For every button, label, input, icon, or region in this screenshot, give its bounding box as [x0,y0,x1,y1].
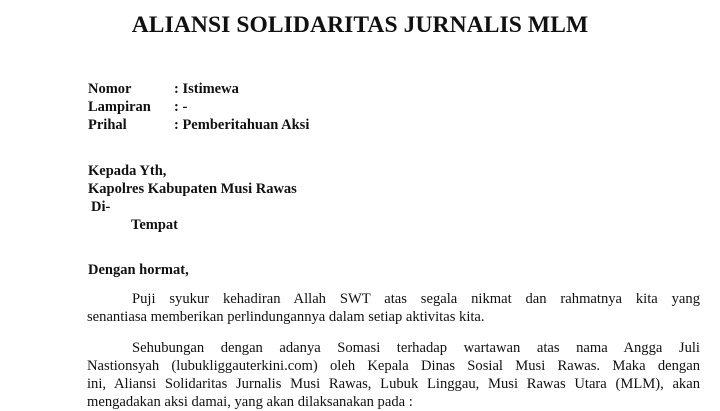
salutation: Dengan hormat, [88,262,189,278]
paragraph-opening [87,290,700,326]
letter-title: ALIANSI SOLIDARITAS JURNALIS MLM [131,12,589,38]
meta-value: : Pemberitahuan Aksi [174,117,310,133]
paragraph-line: Sehubungan dengan adanya Somasi terhadap wartawan atas nama Angga Juli [132,340,700,356]
paragraph-line: senantiasa memberikan perlindungannya dalam setiap aktivitas kita. [87,309,485,325]
recipient-greeting: Kepada Yth, [88,163,167,179]
paragraph-notice [87,339,700,411]
meta-value: : Istimewa [174,81,239,97]
meta-label: Nomor [88,81,132,97]
recipient-place: Tempat [131,217,178,233]
paragraph-line: Nastionsyah (lubukliggauterkini.com) oleh Kepala Dinas Sosial Musi Rawas. Maka dengan [87,358,700,374]
meta-prihal [88,117,309,134]
meta-nomor [88,81,239,98]
meta-label: Prihal [88,117,127,133]
meta-lampiran [88,99,187,116]
paragraph-line: Puji syukur kehadiran Allah SWT atas segala nikmat dan rahmatnya kita yang [132,291,700,307]
recipient-di: Di- [91,199,111,215]
recipient-name: Kapolres Kabupaten Musi Rawas [88,181,297,197]
paragraph-line: mengadakan aksi damai, yang akan dilaksanakan pada : [87,394,413,410]
meta-value: : - [174,99,188,115]
meta-label: Lampiran [88,99,151,115]
paragraph-line: ini, Aliansi Solidaritas Jurnalis Musi Rawas, Lubuk Linggau, Musi Rawas Utara (MLM), akan [87,376,700,392]
